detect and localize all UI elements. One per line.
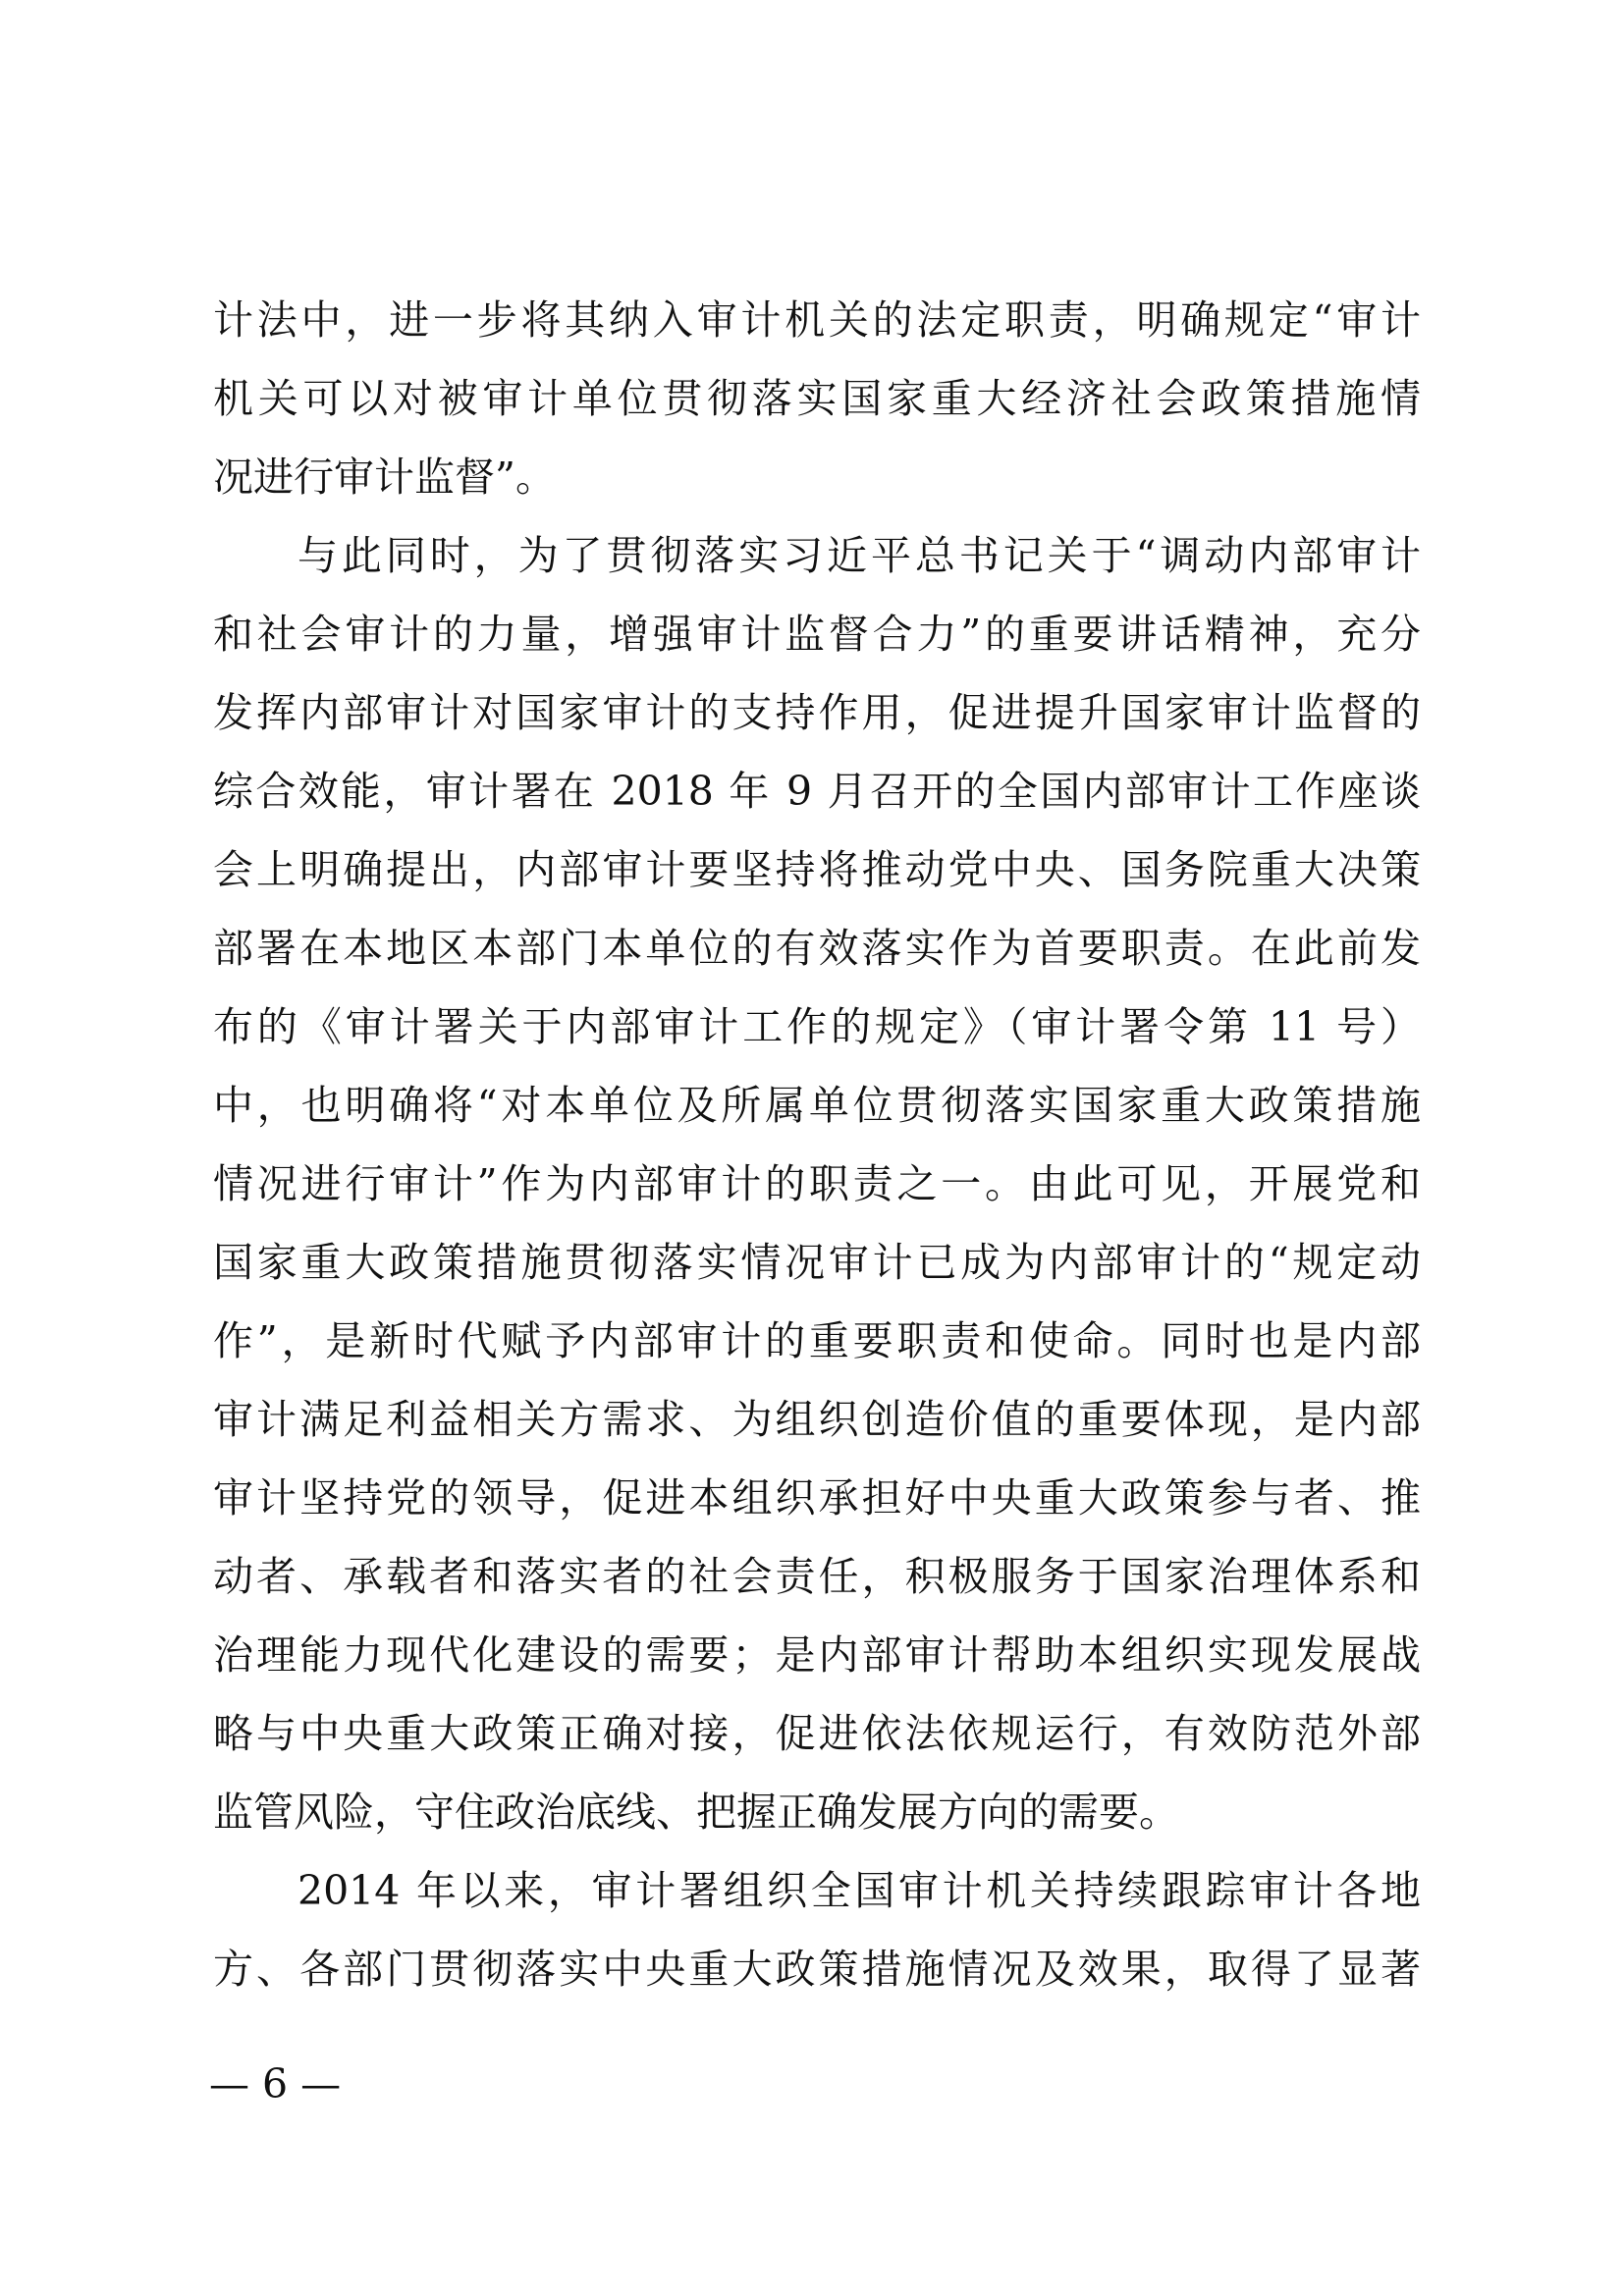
text-line: 布的《审计署关于内部审计工作的规定》（审计署令第 11 号） [213, 1003, 1421, 1050]
text-line: 监管风险，守住政治底线、把握正确发展方向的需要。 [213, 1789, 1179, 1836]
text-line: 机关可以对被审计单位贯彻落实国家重大经济社会政策措施情 [213, 375, 1421, 422]
text-line: 计法中，进一步将其纳入审计机关的法定职责，明确规定“审计 [213, 296, 1421, 344]
text-line: 治理能力现代化建设的需要；是内部审计帮助本组织实现发展战 [213, 1631, 1421, 1679]
text-line: 部署在本地区本部门本单位的有效落实作为首要职责。在此前发 [213, 925, 1421, 972]
text-line: 和社会审计的力量，增强审计监督合力”的重要讲话精神，充分 [213, 611, 1421, 658]
text-line: 作”，是新时代赋予内部审计的重要职责和使命。同时也是内部 [213, 1317, 1421, 1364]
text-line: 况进行审计监督”。 [213, 454, 556, 501]
text-line: 国家重大政策措施贯彻落实情况审计已成为内部审计的“规定动 [213, 1239, 1421, 1286]
text-line: 综合效能，审计署在 2018 年 9 月召开的全国内部审计工作座谈 [213, 768, 1421, 815]
body-text [213, 281, 1421, 2008]
paragraph-first-line: 与此同时，为了贯彻落实习近平总书记关于“调动内部审计 [298, 532, 1421, 579]
text-line: 审计坚持党的领导，促进本组织承担好中央重大政策参与者、推 [213, 1474, 1421, 1522]
page-number: — 6 — [209, 2060, 342, 2108]
text-line: 会上明确提出，内部审计要坚持将推动党中央、国务院重大决策 [213, 846, 1421, 893]
text-line: 情况进行审计”作为内部审计的职责之一。由此可见，开展党和 [213, 1160, 1421, 1207]
text-line: 动者、承载者和落实者的社会责任，积极服务于国家治理体系和 [213, 1553, 1421, 1600]
text-line: 审计满足利益相关方需求、为组织创造价值的重要体现，是内部 [213, 1396, 1421, 1443]
text-line: 方、各部门贯彻落实中央重大政策措施情况及效果，取得了显著 [213, 1946, 1421, 1993]
paragraph-first-line: 2014 年以来，审计署组织全国审计机关持续跟踪审计各地 [298, 1867, 1421, 1914]
text-line: 中，也明确将“对本单位及所属单位贯彻落实国家重大政策措施 [213, 1082, 1421, 1129]
text-line: 发挥内部审计对国家审计的支持作用，促进提升国家审计监督的 [213, 689, 1421, 736]
text-line: 略与中央重大政策正确对接，促进依法依规运行，有效防范外部 [213, 1710, 1421, 1757]
